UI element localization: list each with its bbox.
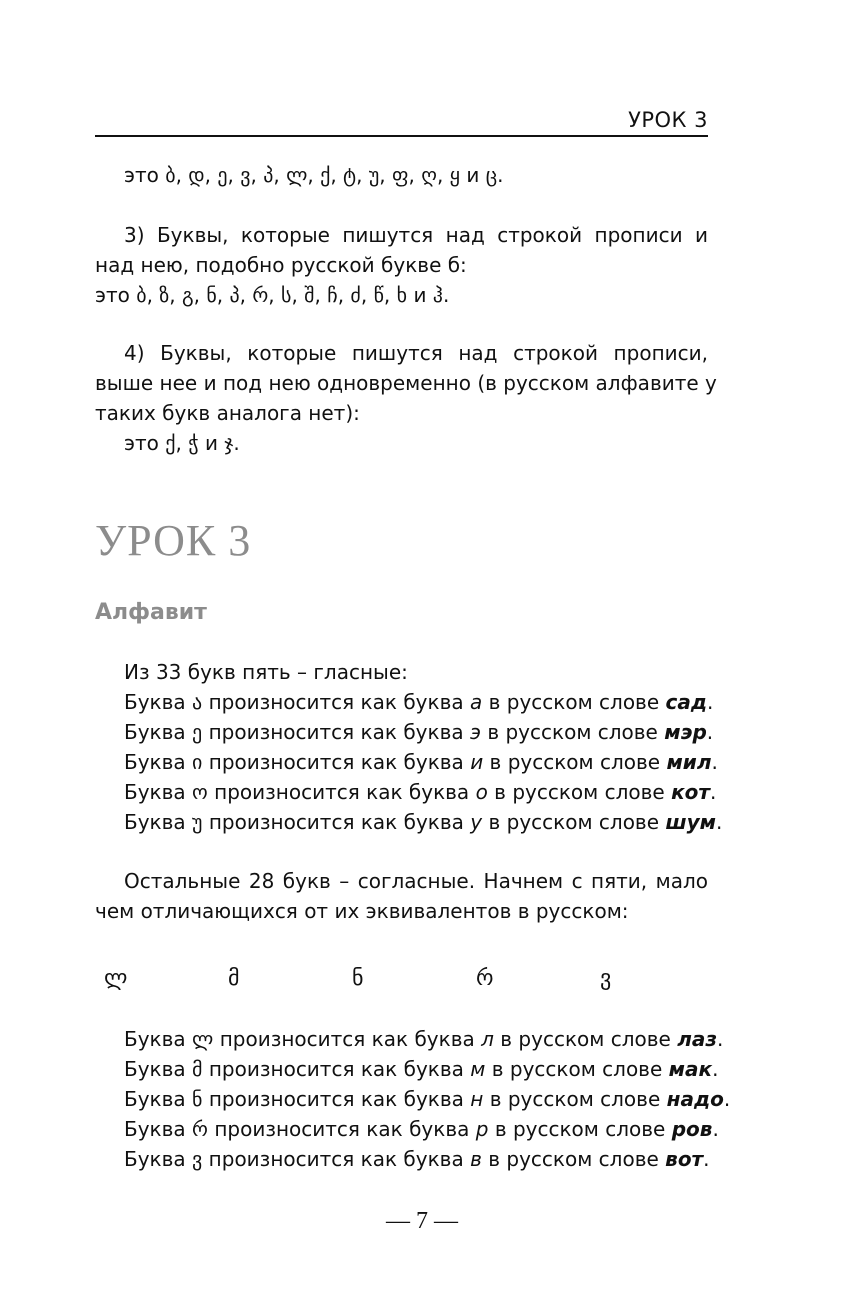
letter-list-line: это ბ, დ, ე, ვ, პ, ლ, ქ, ტ, უ, ფ, ღ, ყ и ც. [124,163,504,187]
item3-line3: это ბ, ზ, გ, ნ, პ, რ, ს, შ, ჩ, ძ, წ, ხ и ჰ. [95,283,450,307]
consonant-line: Буква მ произносится как буква м в русском слове мак. [124,1057,719,1081]
vowels-intro: Из 33 букв пять – гласные: [124,660,408,684]
consonants-intro-line2: чем отличающихся от их эквивалентов в русском: [95,899,629,923]
item4-line1: 4) Буквы, которые пишутся над строкой прописи, [124,341,708,365]
item4-line3: таких букв аналога нет): [95,401,360,425]
consonant-glyph: ლ [104,966,128,991]
georgian-letter: ა [192,690,203,714]
consonant-glyph: მ [228,966,240,991]
item4-line4: это ქ, ჭ и ჯ. [124,431,240,455]
consonant-line: Буква რ произносится как буква р в русском слове ров. [124,1117,719,1141]
georgian-letter: ე [192,720,203,744]
georgian-letter: მ [192,1057,203,1081]
vowel-line: Буква ო произносится как буква о в русском слове кот. [124,780,717,804]
vowel-line: Буква ი произносится как буква и в русском слове мил. [124,750,718,774]
georgian-letter: ვ [192,1147,203,1171]
section-title: Алфавит [95,600,207,625]
header-rule [95,135,708,137]
georgian-letter: ლ [192,1027,214,1051]
item3-line1: 3) Буквы, которые пишутся над строкой прописи и [124,223,708,247]
consonant-glyph: ვ [600,966,612,991]
consonant-line: Буква ლ произносится как буква л в русском слове лаз. [124,1027,724,1051]
page-number: — 7 — [386,1208,458,1234]
vowel-line: Буква ა произносится как буква а в русском слове сад. [124,690,714,714]
georgian-letter: ო [192,780,208,804]
vowel-line: Буква უ произносится как буква у в русском слове шум. [124,810,723,834]
georgian-letter: ი [192,750,203,774]
consonant-glyph: რ [476,966,494,991]
consonant-line: Буква ვ произносится как буква в в русском слове вот. [124,1147,710,1171]
georgian-letter: ნ [192,1087,203,1111]
consonant-line: Буква ნ произносится как буква н в русском слове надо. [124,1087,731,1111]
consonant-glyph: ნ [352,966,364,991]
vowel-line: Буква ე произносится как буква э в русском слове мэр. [124,720,714,744]
lesson-title: УРОК 3 [95,516,252,565]
item4-line2: выше нее и под нею одновременно (в русском алфавите у [95,371,717,395]
running-head: УРОК 3 [628,108,708,132]
item3-line2: над нею, подобно русской букве б: [95,253,467,277]
consonants-intro-line1: Остальные 28 букв – согласные. Начнем с пяти, мало [124,869,708,893]
georgian-letter: რ [192,1117,208,1141]
georgian-letter: უ [192,810,203,834]
